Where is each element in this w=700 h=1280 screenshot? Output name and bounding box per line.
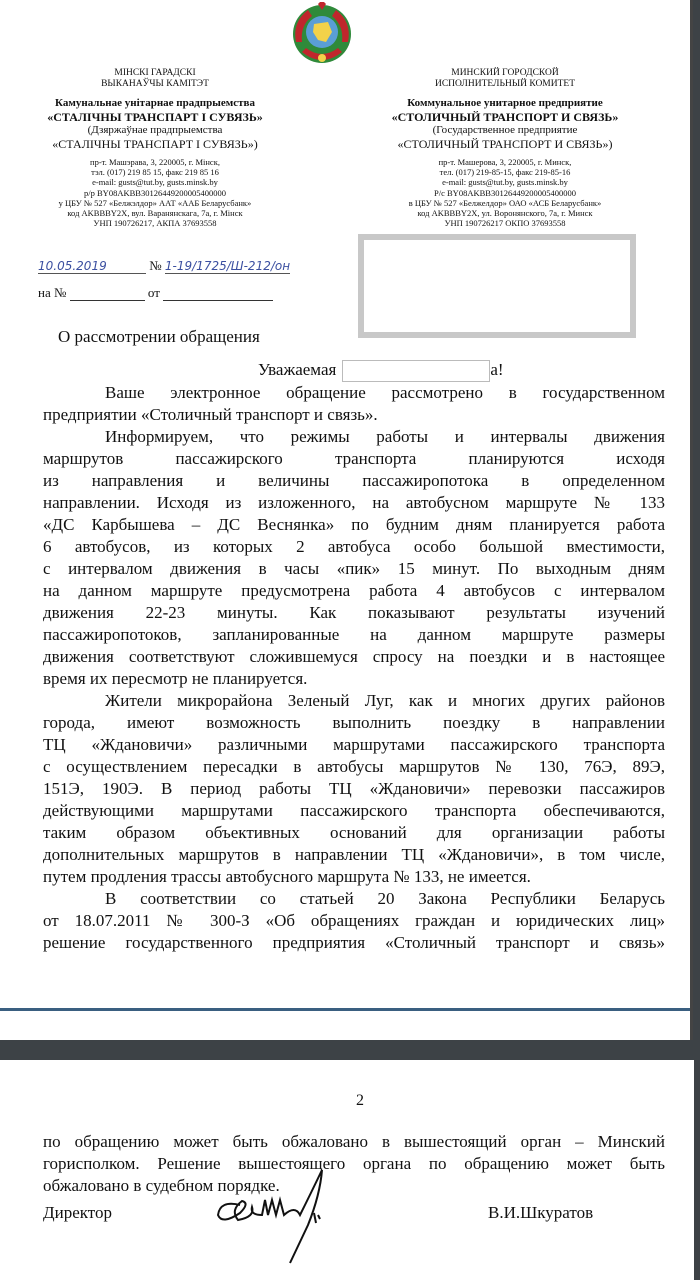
page-divider-line — [0, 1008, 690, 1011]
letter-body — [43, 382, 665, 954]
org-type: Коммунальное унитарное предприятие — [407, 97, 603, 109]
authority-line: ВЫКАНАЎЧЫ КАМІТЭТ — [101, 78, 209, 89]
detail-line: УНП 190726217, АКПА 37693558 — [93, 218, 217, 229]
body-line: от 18.07.2011 № 300-З «Об обращениях граждан и юридических лиц» — [43, 911, 665, 930]
body-line: движения 22-23 минуты. Как показывают результаты изучений — [43, 603, 665, 622]
authority-line: МІНСКІ ГАРАДСКІ — [114, 68, 196, 78]
page-number: 2 — [356, 1092, 364, 1109]
handwritten-number: 1-19/1725/Ш-212/он — [164, 259, 291, 273]
org-details — [365, 157, 645, 228]
detail-line: пр-т. Машэрава, 3, 220005, г. Мінск, — [90, 157, 220, 167]
org-alt-type: (Государственное предприятие — [432, 124, 578, 136]
body-line: по обращению может быть обжаловано в вышестоящий орган – Минский — [43, 1132, 665, 1151]
body-line: ТЦ «Ждановичи» различными маршрутами пассажирского транспорта — [43, 735, 665, 754]
detail-line: код AKBBBY2X, вул. Варанянскага, 7а, г. Мінск — [67, 208, 243, 219]
org-type: Камунальнае унітарнае прадпрыемства — [55, 97, 255, 109]
body-line: с осуществлением пересадки в автобусы маршрутов № 130, 76Э, 89Э, — [43, 757, 665, 776]
authority-line: ИСПОЛНИТЕЛЬНЫЙ КОМИТЕТ — [434, 78, 576, 89]
body-line: пассажиропотоков, запланированные на данном маршруте размеры — [43, 625, 665, 644]
body-paragraph — [43, 690, 665, 888]
org-name: «СТАЛІЧНЫ ТРАНСПАРТ І СУВЯЗЬ» — [47, 110, 263, 124]
registration-line — [38, 258, 290, 274]
body-line: Информируем, что режимы работы и интервалы движения — [105, 427, 665, 446]
signatory-name: В.И.Шкуратов — [488, 1203, 594, 1222]
org-alt-name: «СТАЛІЧНЫ ТРАНСПАРТ І СУВЯЗЬ») — [52, 137, 258, 151]
body-line: движения соответствуют сложившемуся спросу на поездки и в настоящее — [43, 647, 665, 666]
greeting — [258, 360, 504, 382]
body-line: города, имеют возможность выполнить поездку в направлении — [43, 713, 665, 732]
org-name: «СТОЛИЧНЫЙ ТРАНСПОРТ И СВЯЗЬ» — [391, 110, 619, 124]
authority-line: МИНСКИЙ ГОРОДСКОЙ — [451, 68, 559, 78]
greeting-suffix: а! — [490, 360, 504, 379]
body-line: решение государственного предприятия «Столичный транспорт и связь» — [43, 933, 665, 952]
from-label: от — [147, 285, 160, 300]
body-line: «ДС Карбышева – ДС Веснянка» по будним дням планируется работа — [43, 515, 665, 534]
reference-line — [38, 285, 273, 301]
detail-line: Р/с BY08AKBB30126449200005400000 — [434, 187, 576, 198]
ref-number-blank — [70, 288, 145, 301]
body-line: время их пересмотр не планируется. — [43, 669, 308, 688]
body-line: путем продления трассы автобусного маршрута № 133, не имеется. — [43, 867, 531, 886]
state-emblem-icon — [288, 2, 356, 66]
detail-line: код AKBBBY2X, ул. Воронянского, 7а, г. Минск — [417, 208, 593, 219]
body-line: Ваше электронное обращение рассмотрено в государственном — [105, 383, 665, 402]
org-alt-name: «СТОЛИЧНЫЙ ТРАНСПОРТ И СВЯЗЬ») — [397, 137, 613, 151]
handwritten-date: 10.05.2019 — [38, 259, 146, 274]
body-paragraph — [43, 426, 665, 690]
body-line: Жители микрорайона Зеленый Луг, как и многих других районов — [105, 691, 665, 710]
detail-line: тэл. (017) 219 85 15, факс 219 85 16 — [91, 167, 219, 178]
body-line: горисполком. Решение вышестоящего органа по обращению может быть — [43, 1154, 665, 1173]
body-paragraph — [43, 382, 665, 426]
greeting-prefix: Уважаемая — [258, 360, 337, 379]
body-line: дополнительных маршрутов в направлении ТЦ «Ждановичи», в том числе, — [43, 845, 665, 864]
handwritten-signature — [210, 1165, 380, 1265]
body-line: из направления и величины пассажиропотока в определенном — [43, 471, 665, 490]
body-line: на данном маршруте предусмотрена работа 4 автобусов с интервалом — [43, 581, 665, 600]
number-label: № — [149, 258, 162, 273]
body-line: 6 автобусов, из которых 2 автобуса особо большой вместимости, — [43, 537, 665, 556]
detail-line: УНП 190726217 ОКПО 37693558 — [444, 218, 566, 229]
detail-line: пр-т. Машерова, 3, 220005, г. Минск, — [438, 157, 572, 167]
body-line: таким образом объективных оснований для организации работы — [43, 823, 665, 842]
body-line: предприятии «Столичный транспорт и связь». — [43, 405, 378, 424]
ref-date-blank — [163, 288, 273, 301]
org-details — [15, 157, 295, 228]
letterhead-belarusian — [15, 68, 295, 228]
body-line: обжаловано в судебном порядке. — [43, 1176, 280, 1195]
body-line: с интервалом движения в часы «пик» 15 минут. По выходным дням — [43, 559, 665, 578]
detail-line: в ЦБУ № 527 «Белжелдор» ОАО «АСБ Беларусбанк» — [408, 197, 602, 208]
letterhead-russian — [365, 68, 645, 228]
letter-subject: О рассмотрении обращения — [58, 327, 260, 346]
detail-line: р/р BY08AKBB30126449200005400000 — [84, 187, 226, 198]
body-paragraph — [43, 888, 665, 954]
signatory-title: Директор — [43, 1203, 112, 1222]
detail-line: e-mail: gusts@tut.by, gusts.minsk.by — [442, 177, 568, 188]
detail-line: e-mail: gusts@tut.by, gusts.minsk.by — [92, 177, 218, 188]
body-line: маршрутов пассажирского транспорта планируются исходя — [43, 449, 665, 468]
detail-line: тел. (017) 219-85-15, факс 219-85-16 — [439, 167, 571, 178]
redacted-name — [342, 360, 490, 382]
org-alt-type: (Дзяржаўнае прадпрыемства — [87, 124, 223, 136]
ref-label: на № — [38, 285, 67, 300]
body-line: В соответствии со статьей 20 Закона Республики Беларусь — [105, 889, 665, 908]
body-line: направлении. Исходя из изложенного, на автобусном маршруте № 133 — [43, 493, 665, 512]
body-line: 151Э, 190Э. В период работы ТЦ «Ждановичи» перевозки пассажиров — [43, 779, 665, 798]
redacted-recipient-address — [358, 234, 636, 338]
body-line: действующими маршрутами пассажирского транспорта обеспечиваются, — [43, 801, 665, 820]
detail-line: у ЦБУ № 527 «Белжэлдор» ААТ «ААБ Беларусбанк» — [58, 197, 252, 208]
